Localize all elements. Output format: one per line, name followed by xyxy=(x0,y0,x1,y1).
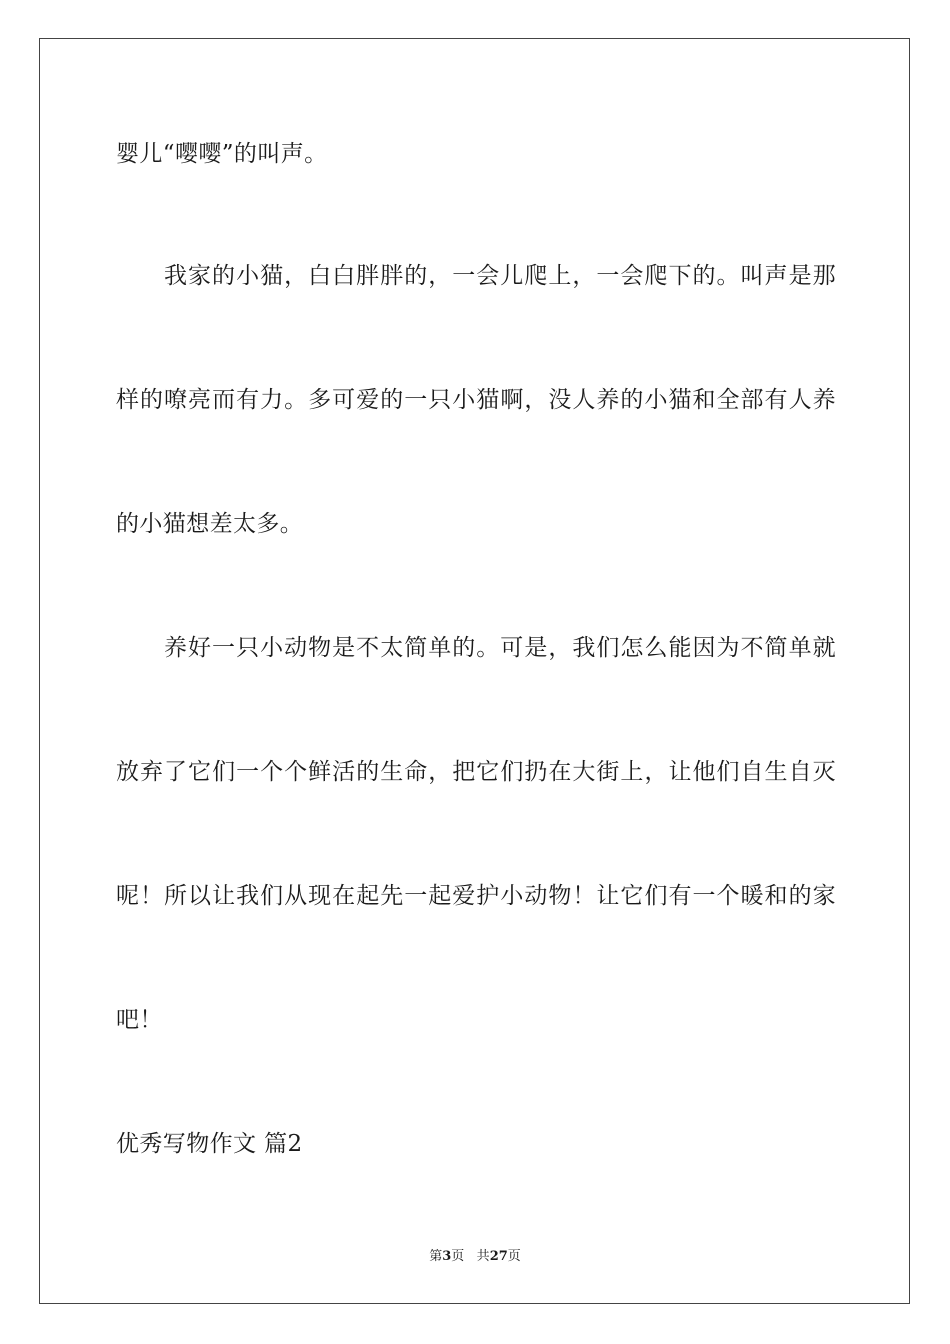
footer-total-prefix: 共 xyxy=(476,1249,490,1264)
paragraph-line-5: 养好一只小动物是不太简单的。可是，我们怎么能因为不简单就 xyxy=(164,635,836,661)
paragraph-line-2: 我家的小猫，白白胖胖的，一会儿爬上，一会爬下的。叫声是那 xyxy=(164,263,836,289)
page-border xyxy=(39,38,910,1304)
footer-total-suffix: 页 xyxy=(507,1249,521,1264)
paragraph-line-6: 放弃了它们一个个鲜活的生命，把它们扔在大街上，让他们自生自灭 xyxy=(116,759,836,785)
footer-page-number: 3 xyxy=(442,1249,452,1264)
page-footer xyxy=(0,1248,950,1266)
footer-page-prefix: 第 xyxy=(429,1249,443,1264)
paragraph-line-4: 的小猫想差太多。 xyxy=(116,511,304,537)
footer-total-pages: 27 xyxy=(489,1249,508,1264)
paragraph-line-7: 呢！所以让我们从现在起先一起爱护小动物！让它们有一个暖和的家 xyxy=(116,883,836,909)
paragraph-line-1: 婴儿“嘤嘤”的叫声。 xyxy=(116,141,328,167)
paragraph-line-8: 吧！ xyxy=(116,1007,163,1033)
paragraph-line-3: 样的嘹亮而有力。多可爱的一只小猫啊，没人养的小猫和全部有人养 xyxy=(116,387,836,413)
section-heading: 优秀写物作文 篇2 xyxy=(116,1131,303,1157)
footer-page-suffix: 页 xyxy=(451,1249,465,1264)
